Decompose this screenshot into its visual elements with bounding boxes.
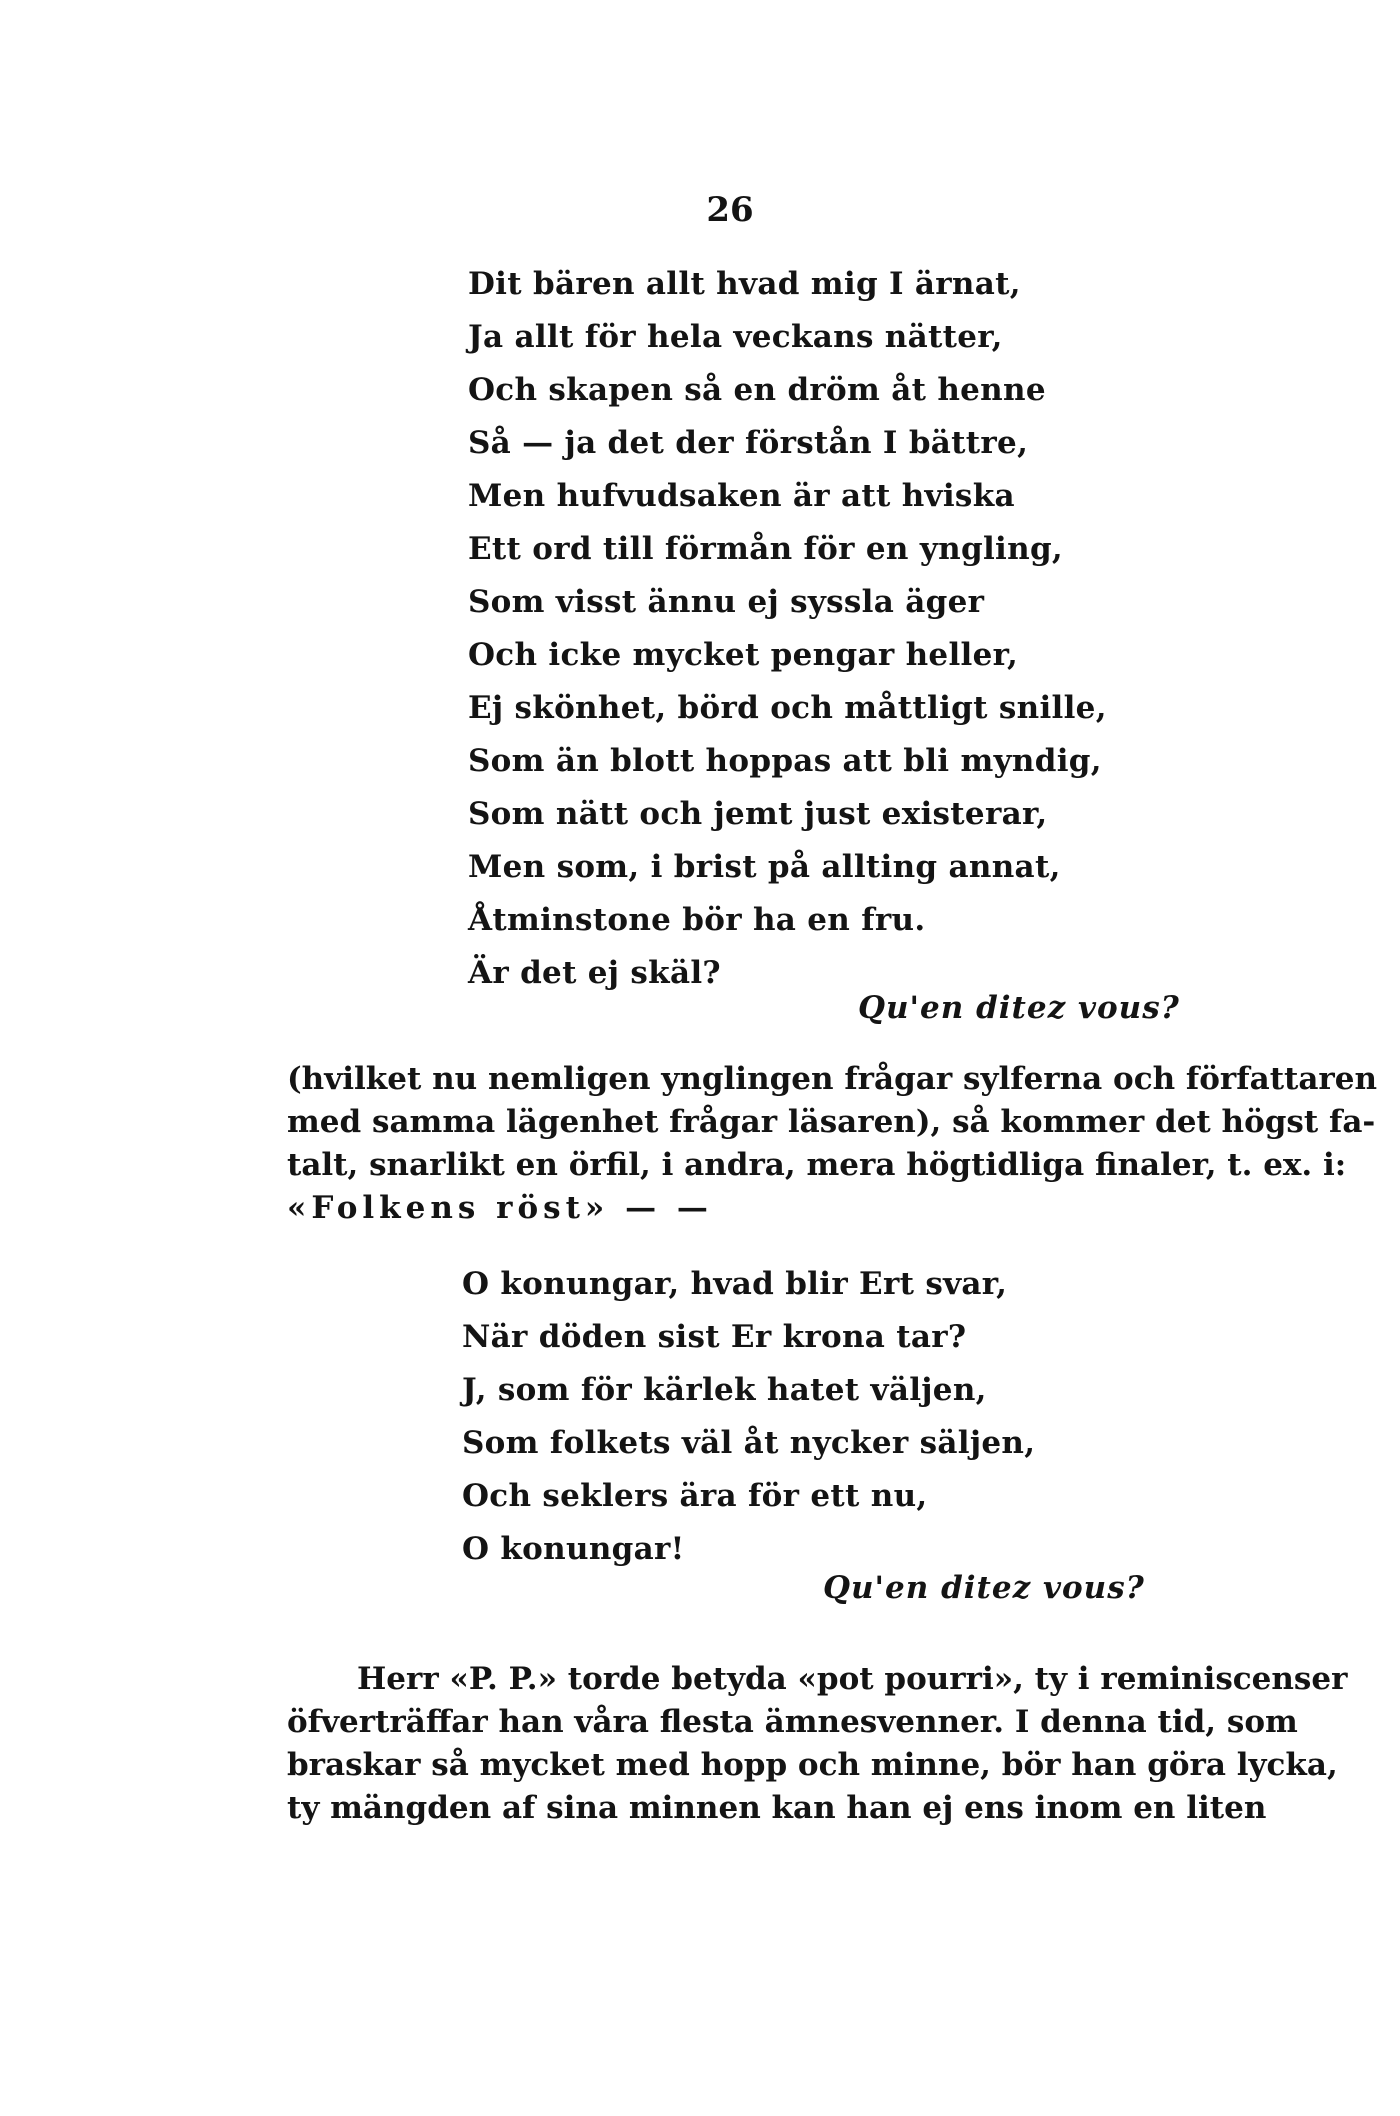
refrain-1: Qu'en ditez vous? — [858, 990, 1180, 1026]
prose-line: Herr «P. P.» torde betyda «pot pourri», ty i reminiscenser — [357, 1661, 1348, 1697]
verse-line: Åtminstone bör ha en fru. — [468, 902, 926, 938]
verse-line: När döden sist Er krona tar? — [462, 1319, 967, 1355]
prose-paragraph-1 — [287, 1058, 1378, 1230]
verse-line: J, som för kärlek hatet väljen, — [462, 1372, 987, 1408]
verse-line: Ett ord till förmån för en yngling, — [468, 531, 1064, 567]
verse-line: Men som, i brist på allting annat, — [468, 849, 1061, 885]
verse-line: Som folkets väl åt nycker säljen, — [462, 1425, 1036, 1461]
prose-line: ty mängden af sina minnen kan han ej ens inom en liten — [287, 1790, 1267, 1826]
prose-line: (hvilket nu nemligen ynglingen frågar sylferna och författaren — [287, 1061, 1378, 1097]
verse-line: Men hufvudsaken är att hviska — [468, 478, 1015, 514]
verse-line: Är det ej skäl? — [468, 955, 721, 991]
verse-line: Så — ja det der förstån I bättre, — [468, 425, 1029, 461]
verse-line: Ja allt för hela veckans nätter, — [468, 319, 1003, 355]
verse-line: Som nätt och jemt just existerar, — [468, 796, 1048, 832]
prose-paragraph-2 — [287, 1658, 1348, 1830]
poem-stanza-2 — [462, 1258, 1035, 1576]
verse-line: O konungar! — [462, 1531, 685, 1567]
verse-line: O konungar, hvad blir Ert svar, — [462, 1266, 1008, 1302]
prose-line: «Folkens röst» — — — [287, 1190, 713, 1226]
prose-line: öfverträffar han våra flesta ämnesvenner. I denna tid, som — [287, 1704, 1298, 1740]
verse-line: Ej skönhet, börd och måttligt snille, — [468, 690, 1107, 726]
prose-line: talt, snarlikt en örfil, i andra, mera högtidliga finaler, t. ex. i: — [287, 1147, 1347, 1183]
verse-line: Dit bären allt hvad mig I ärnat, — [468, 266, 1021, 302]
verse-line: Och skapen så en dröm åt henne — [468, 372, 1046, 408]
prose-line: med samma lägenhet frågar läsaren), så kommer det högst fa- — [287, 1104, 1376, 1140]
page-number: 26 — [706, 190, 754, 230]
verse-line: Som visst ännu ej syssla äger — [468, 584, 985, 620]
refrain-2: Qu'en ditez vous? — [823, 1570, 1145, 1606]
verse-line: Och icke mycket pengar heller, — [468, 637, 1019, 673]
verse-line: Och seklers ära för ett nu, — [462, 1478, 928, 1514]
poem-stanza-1 — [468, 258, 1107, 1000]
verse-line: Som än blott hoppas att bli myndig, — [468, 743, 1102, 779]
prose-line: braskar så mycket med hopp och minne, bör han göra lycka, — [287, 1747, 1338, 1783]
